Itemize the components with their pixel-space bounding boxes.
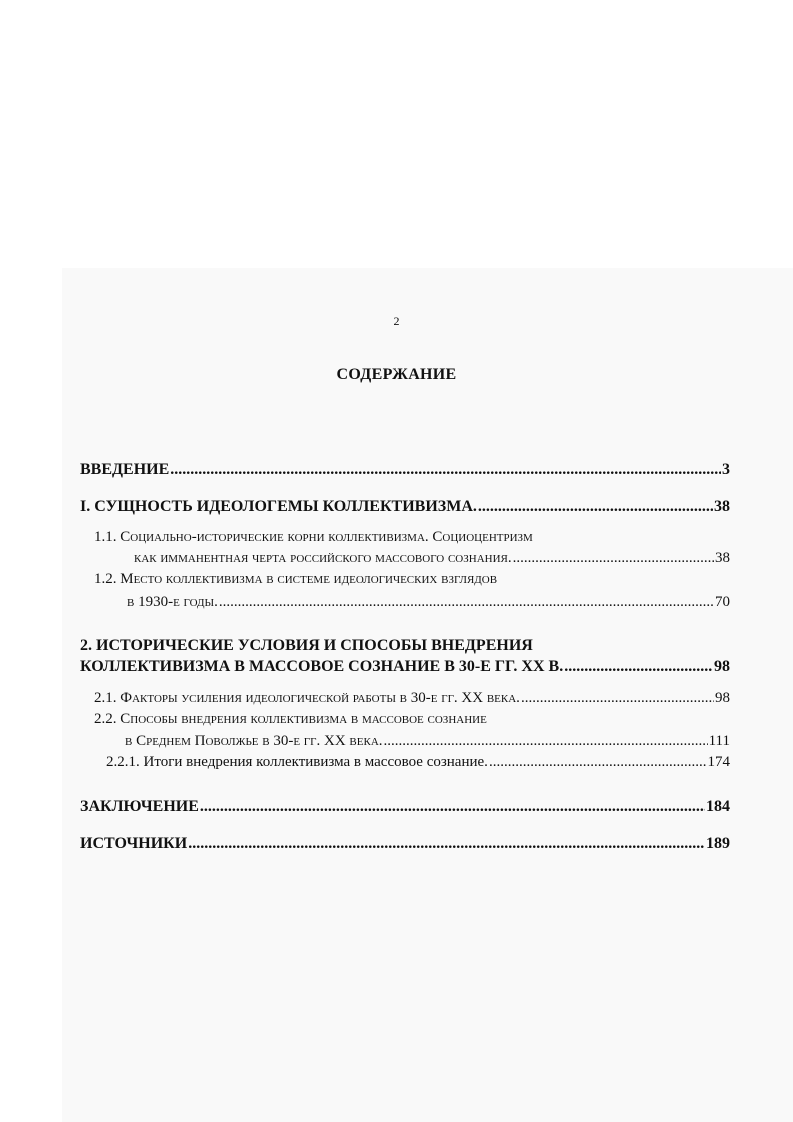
page-number: 2 (393, 314, 400, 328)
toc-entry-2-2-line1[interactable] (94, 709, 487, 729)
toc-entry-page: 174 (707, 754, 730, 770)
toc-entry-label: как имманентная черта российского массового сознания. (134, 550, 512, 566)
toc-entry-conclusion[interactable] (80, 797, 730, 817)
leader-dots (384, 731, 708, 751)
toc-entry-page: 3 (722, 461, 730, 478)
toc-entry-1-2-line1[interactable] (94, 569, 497, 589)
toc-entry-label: 1.2. Место коллективизма в системе идеологических взглядов (94, 571, 498, 587)
toc-entry-1-1-line1[interactable] (94, 527, 533, 547)
toc-entry-2-2-line2[interactable] (125, 731, 730, 751)
toc-entry-page: 184 (706, 798, 730, 815)
toc-entry-label: I. СУЩНОСТЬ ИДЕОЛОГЕМЫ КОЛЛЕКТИВИЗМА. (80, 498, 477, 515)
leader-dots (513, 548, 714, 568)
toc-entry-page: 111 (708, 733, 730, 749)
leader-dots (489, 752, 707, 772)
toc-entry-page: 70 (715, 594, 730, 610)
toc-entry-label: ЗАКЛЮЧЕНИЕ (80, 798, 199, 815)
toc-entry-label: ИСТОЧНИКИ (80, 835, 188, 852)
toc-entry-label: 2.2. Способы внедрения коллективизма в массовое сознание (94, 711, 487, 727)
leader-dots (521, 688, 714, 708)
toc-entry-label: 2.1. Факторы усиления идеологической работы в 30-е гг. XX века. (94, 690, 520, 706)
leader-dots (188, 834, 705, 854)
toc-title: СОДЕРЖАНИЕ (336, 366, 457, 383)
toc-entry-label: 2.2.1. Итоги внедрения коллективизма в массовое сознание. (106, 754, 488, 770)
toc-entry-page: 98 (715, 690, 730, 706)
toc-entry-page: 38 (715, 550, 730, 566)
toc-entry-label: 1.1. Социально-исторические корни коллективизма. Социоцентризм (94, 529, 533, 545)
leader-dots (170, 460, 721, 480)
toc-entry-sources[interactable] (80, 834, 730, 854)
toc-entry-chapter-2-line1[interactable] (80, 636, 533, 656)
toc-entry-2-1[interactable] (94, 688, 730, 708)
toc-entry-label: КОЛЛЕКТИВИЗМА В МАССОВОЕ СОЗНАНИЕ В 30-Е ГГ. XX В. (80, 658, 564, 675)
toc-entry-label: в 1930-е годы. (127, 594, 218, 610)
toc-entry-page: 189 (706, 835, 730, 852)
toc-entry-2-2-1[interactable] (106, 752, 730, 772)
leader-dots (219, 592, 714, 612)
toc-entry-intro[interactable] (80, 460, 730, 480)
toc-entry-label: 2. ИСТОРИЧЕСКИЕ УСЛОВИЯ И СПОСОБЫ ВНЕДРЕНИЯ (80, 637, 533, 654)
leader-dots (200, 797, 705, 817)
toc-entry-1-1-line2[interactable] (134, 548, 730, 568)
leader-dots (478, 497, 713, 517)
toc-entry-label: ВВЕДЕНИЕ (80, 461, 170, 478)
toc-entry-page: 38 (714, 498, 730, 515)
toc-entry-chapter-1[interactable] (80, 497, 730, 517)
toc-entry-page: 98 (714, 658, 730, 675)
leader-dots (564, 657, 713, 677)
toc-entry-1-2-line2[interactable] (127, 592, 730, 612)
toc-entry-label: в Среднем Поволжье в 30-е гг. XX века. (125, 733, 383, 749)
toc-entry-chapter-2-line2[interactable] (80, 657, 730, 677)
